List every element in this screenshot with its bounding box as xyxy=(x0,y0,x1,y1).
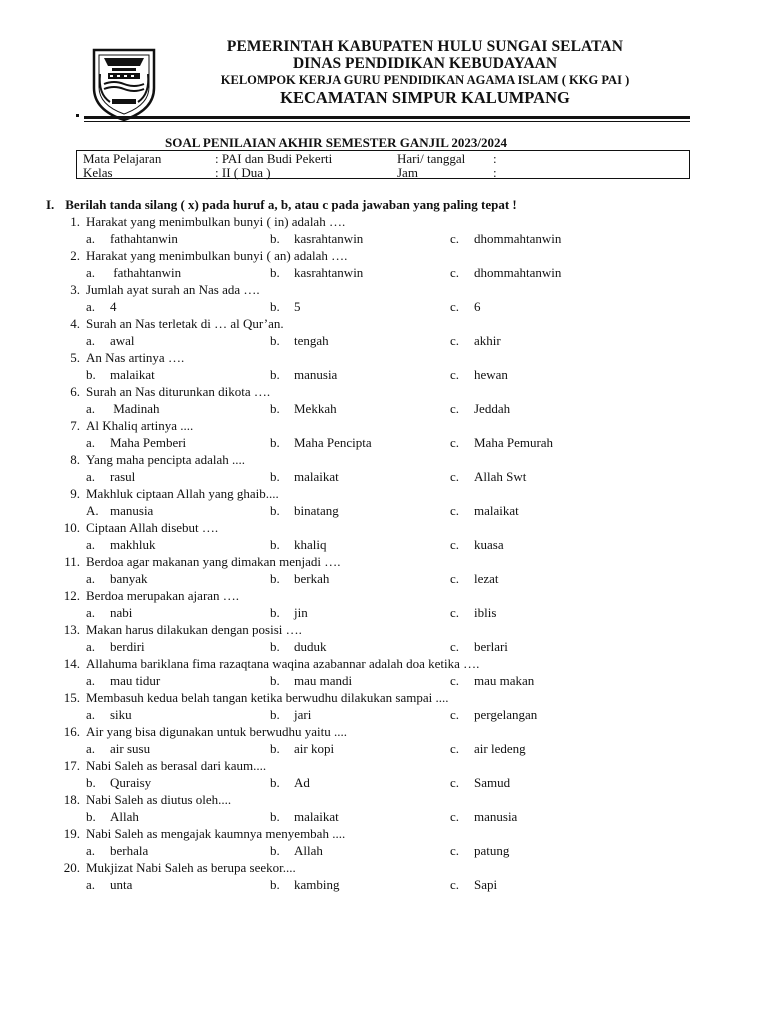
question-text: Surah an Nas terletak di … al Qur’an. xyxy=(86,316,284,331)
option-a-letter: a. xyxy=(86,469,96,484)
option-b-letter: b. xyxy=(270,435,280,450)
option-c-letter: c. xyxy=(450,639,460,654)
question-item xyxy=(0,622,768,656)
option-a-letter: b. xyxy=(86,809,96,824)
option-a-text: 4 xyxy=(110,299,117,314)
option-b-text: mau mandi xyxy=(294,673,353,688)
time-value: : xyxy=(493,165,497,180)
option-a-letter: a. xyxy=(86,401,96,416)
option-b-text: kasrahtanwin xyxy=(294,265,364,280)
option-c-letter: c. xyxy=(450,401,460,416)
option-c-letter: c. xyxy=(450,673,460,688)
question-item xyxy=(0,214,768,248)
question-text: Nabi Saleh as berasal dari kaum.... xyxy=(86,758,267,773)
option-c[interactable] xyxy=(450,707,537,723)
question-text: Ciptaan Allah disebut …. xyxy=(86,520,219,535)
option-c[interactable] xyxy=(450,367,508,383)
question-text: Harakat yang menimbulkan bunyi ( an) adalah …. xyxy=(86,248,348,263)
question-number: 11. xyxy=(64,554,80,569)
question-number: 19. xyxy=(63,826,80,841)
option-a[interactable] xyxy=(86,503,153,519)
option-a[interactable] xyxy=(86,401,159,417)
option-b-letter: b. xyxy=(270,571,280,586)
option-c-letter: c. xyxy=(450,809,460,824)
option-b[interactable] xyxy=(270,639,327,655)
option-c-text: pergelangan xyxy=(474,707,538,722)
option-b-letter: b. xyxy=(270,707,280,722)
option-c-text: Maha Pemurah xyxy=(474,435,554,450)
option-a-text: makhluk xyxy=(110,537,156,552)
option-c[interactable] xyxy=(450,299,481,315)
rule-dot xyxy=(76,114,79,117)
option-c-text: hewan xyxy=(474,367,508,382)
option-b-text: air kopi xyxy=(294,741,335,756)
question-text: Membasuh kedua belah tangan ketika berwudhu dilakukan sampai .... xyxy=(86,690,449,705)
option-a-text: nabi xyxy=(110,605,133,620)
option-b[interactable] xyxy=(270,401,337,417)
option-a[interactable] xyxy=(86,707,132,723)
question-number: 4. xyxy=(70,316,80,331)
question-number: 18. xyxy=(63,792,80,807)
class-label: Kelas xyxy=(83,165,113,180)
question-number: 1. xyxy=(70,214,80,229)
letterhead-government: PEMERINTAH KABUPATEN HULU SUNGAI SELATAN xyxy=(226,38,624,55)
option-a-text: manusia xyxy=(110,503,154,518)
option-a-letter: b. xyxy=(86,775,96,790)
option-a-letter: a. xyxy=(86,333,96,348)
option-c-letter: c. xyxy=(450,265,460,280)
option-b[interactable] xyxy=(270,673,352,689)
option-b-text: duduk xyxy=(294,639,327,654)
question-number: 14. xyxy=(63,656,80,671)
option-a[interactable] xyxy=(86,775,151,791)
letterhead-thin-rule xyxy=(84,121,690,122)
question-item xyxy=(0,520,768,554)
option-c-text: lezat xyxy=(474,571,499,586)
question-text: Nabi Saleh as mengajak kaumnya menyembah .... xyxy=(86,826,346,841)
question-item xyxy=(0,418,768,452)
option-a[interactable] xyxy=(86,741,150,757)
question-text: Makan harus dilakukan dengan posisi …. xyxy=(86,622,302,637)
option-b[interactable] xyxy=(270,469,339,485)
class-value: : II ( Dua ) xyxy=(215,165,271,180)
option-a-letter: a. xyxy=(86,843,96,858)
option-a-text: banyak xyxy=(110,571,148,586)
option-c[interactable] xyxy=(450,775,510,791)
option-a-letter: a. xyxy=(86,639,96,654)
option-b-letter: b. xyxy=(270,299,280,314)
question-item xyxy=(0,792,768,826)
option-b-letter: b. xyxy=(270,367,280,382)
question-item xyxy=(0,384,768,418)
question-number: 17. xyxy=(63,758,80,773)
option-b-letter: b. xyxy=(270,639,280,654)
question-text: Makhluk ciptaan Allah yang ghaib.... xyxy=(86,486,279,501)
question-number: 10. xyxy=(63,520,80,535)
letterhead xyxy=(160,38,690,106)
question-text: Mukjizat Nabi Saleh as berupa seekor.... xyxy=(86,860,296,875)
time-label: Jam xyxy=(397,165,418,180)
question-text: Allahuma bariklana fima razaqtana waqina azabannar adalah doa ketika …. xyxy=(86,656,480,671)
option-c-letter: c. xyxy=(450,707,460,722)
option-c-text: 6 xyxy=(474,299,481,314)
option-a-letter: a. xyxy=(86,537,96,552)
option-b-text: berkah xyxy=(294,571,330,586)
exam-title: SOAL PENILAIAN AKHIR SEMESTER GANJIL 2023/2024 xyxy=(165,135,508,150)
option-b-letter: b. xyxy=(270,775,280,790)
option-b[interactable] xyxy=(270,605,308,621)
question-text: Air yang bisa digunakan untuk berwudhu yaitu .... xyxy=(86,724,348,739)
option-b[interactable] xyxy=(270,435,372,451)
option-b[interactable] xyxy=(270,571,329,587)
option-b-letter: b. xyxy=(270,231,280,246)
option-b-letter: b. xyxy=(270,265,280,280)
question-text: Berdoa agar makanan yang dimakan menjadi …. xyxy=(86,554,341,569)
question-list xyxy=(0,214,768,894)
date-label: Hari/ tanggal xyxy=(397,151,466,166)
option-c-text: kuasa xyxy=(474,537,504,552)
question-number: 12. xyxy=(63,588,80,603)
option-b-text: Maha Pencipta xyxy=(294,435,372,450)
option-b-letter: b. xyxy=(270,741,280,756)
question-number: 13. xyxy=(63,622,80,637)
question-number: 15. xyxy=(63,690,80,705)
option-b-letter: b. xyxy=(270,401,280,416)
question-item xyxy=(0,826,768,860)
question-text: Berdoa merupakan ajaran …. xyxy=(86,588,240,603)
option-b-letter: b. xyxy=(270,673,280,688)
option-a-letter: a. xyxy=(86,299,96,314)
question-number: 7. xyxy=(70,418,80,433)
option-c-text: manusia xyxy=(474,809,518,824)
option-b-letter: b. xyxy=(270,333,280,348)
option-a-text: berhala xyxy=(110,843,149,858)
question-number: 9. xyxy=(70,486,80,501)
subject-value: : PAI dan Budi Pekerti xyxy=(215,151,333,166)
option-a-text: awal xyxy=(110,333,135,348)
option-c-letter: c. xyxy=(450,537,460,552)
question-item xyxy=(0,758,768,792)
option-a-text: Allah xyxy=(110,809,139,824)
option-c-text: iblis xyxy=(474,605,497,620)
section-number: I. xyxy=(46,197,55,212)
option-a-letter: a. xyxy=(86,231,96,246)
question-number: 20. xyxy=(63,860,80,875)
letterhead-thick-rule xyxy=(84,116,690,119)
option-b-text: Ad xyxy=(294,775,310,790)
question-text: Nabi Saleh as diutus oleh.... xyxy=(86,792,232,807)
question-number: 2. xyxy=(70,248,80,263)
option-c[interactable] xyxy=(450,435,553,451)
option-a-letter: a. xyxy=(86,605,96,620)
option-a-letter: b. xyxy=(86,367,96,382)
option-c-text: Jeddah xyxy=(474,401,511,416)
option-b[interactable] xyxy=(270,231,363,247)
option-c[interactable] xyxy=(450,741,526,757)
exam-info-box xyxy=(76,150,690,179)
option-a[interactable] xyxy=(86,537,156,553)
option-c-text: akhir xyxy=(474,333,501,348)
option-b-letter: b. xyxy=(270,469,280,484)
option-c-letter: c. xyxy=(450,333,460,348)
option-a-letter: a. xyxy=(86,435,96,450)
option-a-text: unta xyxy=(110,877,133,892)
question-number: 5. xyxy=(70,350,80,365)
question-text: Surah an Nas diturunkan dikota …. xyxy=(86,384,271,399)
option-b-text: jin xyxy=(294,605,308,620)
option-b[interactable] xyxy=(270,775,310,791)
option-c-text: Samud xyxy=(474,775,511,790)
option-b[interactable] xyxy=(270,503,339,519)
option-c-text: berlari xyxy=(474,639,508,654)
option-a-text: berdiri xyxy=(110,639,145,654)
option-c[interactable] xyxy=(450,333,501,349)
option-c-letter: c. xyxy=(450,299,460,314)
option-c-text: malaikat xyxy=(474,503,519,518)
option-c-letter: c. xyxy=(450,877,460,892)
option-a-letter: a. xyxy=(86,741,96,756)
question-item xyxy=(0,860,768,894)
option-b[interactable] xyxy=(270,809,339,825)
option-c[interactable] xyxy=(450,843,509,859)
option-b-text: Allah xyxy=(294,843,323,858)
letterhead-district: KECAMATAN SIMPUR KALUMPANG xyxy=(280,88,570,107)
option-c-text: Sapi xyxy=(474,877,498,892)
option-b-text: binatang xyxy=(294,503,339,518)
option-b-text: malaikat xyxy=(294,809,339,824)
option-a-letter: a. xyxy=(86,265,96,280)
question-item xyxy=(0,350,768,384)
option-c-text: Allah Swt xyxy=(474,469,527,484)
option-a-text: mau tidur xyxy=(110,673,161,688)
question-text: Harakat yang menimbulkan bunyi ( in) adalah …. xyxy=(86,214,346,229)
option-a[interactable] xyxy=(86,571,148,587)
option-a[interactable] xyxy=(86,333,135,349)
option-b[interactable] xyxy=(270,333,329,349)
question-text: Yang maha pencipta adalah .... xyxy=(86,452,245,467)
option-b-text: jari xyxy=(294,707,312,722)
option-a-text: Quraisy xyxy=(110,775,152,790)
option-b[interactable] xyxy=(270,741,334,757)
option-a-letter: a. xyxy=(86,707,96,722)
option-c[interactable] xyxy=(450,231,561,247)
question-item xyxy=(0,588,768,622)
option-c-letter: c. xyxy=(450,843,460,858)
option-c[interactable] xyxy=(450,571,499,587)
question-text: An Nas artinya …. xyxy=(86,350,185,365)
option-c-letter: c. xyxy=(450,605,460,620)
option-c[interactable] xyxy=(450,469,526,485)
question-item xyxy=(0,656,768,690)
option-c[interactable] xyxy=(450,809,517,825)
question-item xyxy=(0,248,768,282)
option-c-letter: c. xyxy=(450,231,460,246)
option-c[interactable] xyxy=(450,639,508,655)
option-b-letter: b. xyxy=(270,503,280,518)
option-a[interactable] xyxy=(86,231,178,247)
option-a[interactable] xyxy=(86,639,145,655)
option-c[interactable] xyxy=(450,401,510,417)
option-a-text: fathahtanwin xyxy=(110,231,178,246)
option-a-letter: a. xyxy=(86,571,96,586)
question-item xyxy=(0,724,768,758)
option-c-letter: c. xyxy=(450,571,460,586)
option-c-letter: c. xyxy=(450,775,460,790)
option-b-text: kasrahtanwin xyxy=(294,231,364,246)
option-b[interactable] xyxy=(270,707,311,723)
option-a-text: malaikat xyxy=(110,367,155,382)
question-item xyxy=(0,316,768,350)
option-c-text: air ledeng xyxy=(474,741,526,756)
question-item xyxy=(0,690,768,724)
option-c[interactable] xyxy=(450,537,504,553)
question-number: 3. xyxy=(70,282,80,297)
question-item xyxy=(0,486,768,520)
option-c[interactable] xyxy=(450,503,519,519)
date-value: : xyxy=(493,151,497,166)
option-b-letter: b. xyxy=(270,809,280,824)
option-c-letter: c. xyxy=(450,469,460,484)
option-b-text: Mekkah xyxy=(294,401,337,416)
option-a[interactable] xyxy=(86,367,155,383)
letterhead-department: DINAS PENDIDIKAN KEBUDAYAAN xyxy=(292,55,558,72)
option-a[interactable] xyxy=(86,673,160,689)
option-b-text: manusia xyxy=(294,367,338,382)
option-b-text: 5 xyxy=(294,299,301,314)
option-a-text: rasul xyxy=(110,469,136,484)
option-a-text: Madinah xyxy=(110,401,160,416)
option-b[interactable] xyxy=(270,265,363,281)
option-a[interactable] xyxy=(86,265,181,281)
option-c[interactable] xyxy=(450,877,497,893)
option-a[interactable] xyxy=(86,469,135,485)
option-b[interactable] xyxy=(270,877,340,893)
option-b-text: tengah xyxy=(294,333,329,348)
option-b-letter: b. xyxy=(270,877,280,892)
question-item xyxy=(0,554,768,588)
option-a-letter: a. xyxy=(86,877,96,892)
section-instruction xyxy=(46,197,517,213)
option-c-text: dhommahtanwin xyxy=(474,231,562,246)
letterhead-working-group: KELOMPOK KERJA GURU PENDIDIKAN AGAMA ISLAM ( KKG PAI ) xyxy=(220,73,630,87)
option-a[interactable] xyxy=(86,877,132,893)
option-c-letter: c. xyxy=(450,503,460,518)
option-c-letter: c. xyxy=(450,741,460,756)
option-a-text: Maha Pemberi xyxy=(110,435,187,450)
option-b-text: khaliq xyxy=(294,537,327,552)
option-c-text: dhommahtanwin xyxy=(474,265,562,280)
option-a[interactable] xyxy=(86,809,139,825)
option-b[interactable] xyxy=(270,843,323,859)
option-a[interactable] xyxy=(86,299,117,315)
option-a-text: siku xyxy=(110,707,132,722)
option-c-text: patung xyxy=(474,843,510,858)
option-a-letter: a. xyxy=(86,673,96,688)
option-c[interactable] xyxy=(450,265,561,281)
option-b-letter: b. xyxy=(270,537,280,552)
question-item xyxy=(0,452,768,486)
question-number: 6. xyxy=(70,384,80,399)
option-a-letter: A. xyxy=(86,503,99,518)
option-a[interactable] xyxy=(86,435,186,451)
option-b[interactable] xyxy=(270,537,327,553)
option-a[interactable] xyxy=(86,843,148,859)
question-item xyxy=(0,282,768,316)
option-b-letter: b. xyxy=(270,605,280,620)
option-c[interactable] xyxy=(450,673,534,689)
question-text: Jumlah ayat surah an Nas ada …. xyxy=(86,282,260,297)
option-c-letter: c. xyxy=(450,367,460,382)
option-c-letter: c. xyxy=(450,435,460,450)
option-a-text: air susu xyxy=(110,741,151,756)
option-c[interactable] xyxy=(450,605,496,621)
option-b[interactable] xyxy=(270,299,301,315)
instruction-text: Berilah tanda silang ( x) pada huruf a, b, atau c pada jawaban yang paling tepat ! xyxy=(65,197,517,212)
question-number: 8. xyxy=(70,452,80,467)
option-b-text: malaikat xyxy=(294,469,339,484)
question-number: 16. xyxy=(63,724,80,739)
option-c-text: mau makan xyxy=(474,673,535,688)
option-a[interactable] xyxy=(86,605,132,621)
subject-label: Mata Pelajaran xyxy=(83,151,162,166)
option-a-text: fathahtanwin xyxy=(110,265,182,280)
regency-emblem-icon xyxy=(88,44,160,124)
option-b-text: kambing xyxy=(294,877,340,892)
option-b-letter: b. xyxy=(270,843,280,858)
question-text: Al Khaliq artinya .... xyxy=(86,418,194,433)
option-b[interactable] xyxy=(270,367,337,383)
